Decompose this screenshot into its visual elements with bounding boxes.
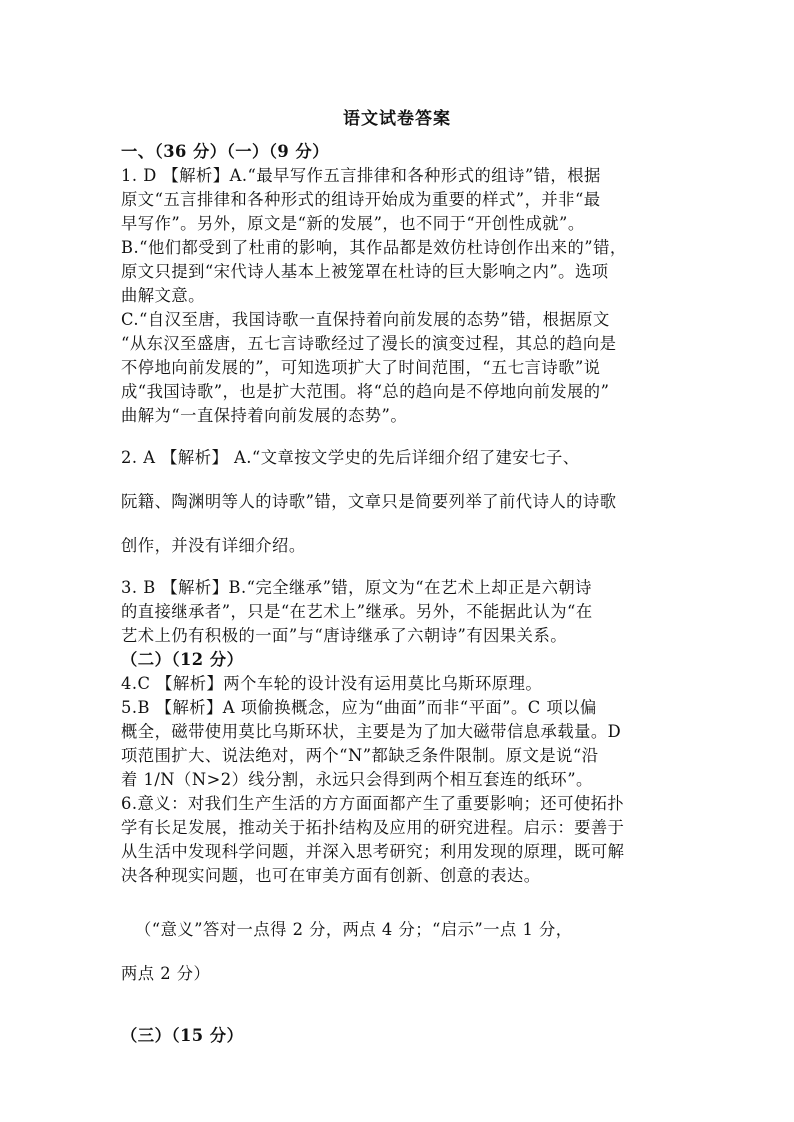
section1-header: 一、（36 分）（一）（9 分）	[121, 142, 329, 161]
page-title: 语文试卷答案	[343, 109, 451, 129]
q1-line: 原文只提到“宋代诗人基本上被笼罩在杜诗的巨大影响之内”。选项	[121, 262, 609, 281]
q3-line: 艺术上仍有积极的一面”与“唐诗继承了六朝诗”有因果关系。	[121, 626, 568, 645]
answer-q1	[121, 164, 676, 428]
q1-line: 成“我国诗歌”，也是扩大范围。将“总的趋向是不停地向前发展的”	[121, 382, 610, 401]
q3-line: 3. B 【解析】B.“完全继承”错，原文为“在艺术上却正是六朝诗	[121, 578, 592, 597]
q1-line: 曲解为“一直保持着向前发展的态势”。	[121, 406, 408, 425]
q6-line: 从生活中发现科学问题，并深入思考研究；利用发现的原理，既可解	[121, 842, 625, 861]
answer-q3	[121, 576, 676, 648]
answer-q2	[121, 436, 676, 568]
q1-line: 曲解文意。	[121, 286, 205, 305]
answer-q4: 4.C 【解析】两个车轮的设计没有运用莫比乌斯环原理。	[121, 674, 543, 693]
answer-content	[121, 140, 676, 1048]
section3-header: （三）（15 分）	[121, 1026, 244, 1045]
q2-line: 创作，并没有详细介绍。	[121, 536, 306, 555]
q6-line: 6.意义：对我们生产生活的方方面面都产生了重要影响；还可使拓扑	[121, 794, 625, 813]
section2-header: （二）（12 分）	[121, 650, 244, 669]
q1-line: 早写作”。另外，原文是“新的发展”，也不同于“开创性成就”。	[121, 214, 585, 233]
q5-line: 概全，磁带使用莫比乌斯环状，主要是为了加大磁带信息承载量。D	[121, 722, 622, 741]
q5-line: 着 1/N（N>2）线分割，永远只会得到两个相互套连的纸环”。	[121, 770, 593, 789]
q1-line: B.“他们都受到了杜甫的影响，其作品都是效仿杜诗创作出来的”错，	[121, 238, 627, 257]
q2-line: 阮籍、陶渊明等人的诗歌”错，文章只是简要列举了前代诗人的诗歌	[121, 492, 617, 511]
q1-line: C.“自汉至唐，我国诗歌一直保持着向前发展的态势”错，根据原文	[121, 310, 610, 329]
q5-line: 5.B 【解析】A 项偷换概念，应为“曲面”而非“平面”。C 项以偏	[121, 698, 597, 717]
q6-line: 学有长足发展，推动关于拓扑结构及应用的研究进程。启示：要善于	[121, 818, 625, 837]
scoring-note-line: （“意义”答对一点得 2 分，两点 4 分；“启示”一点 1 分，	[135, 920, 573, 939]
q3-line: 的直接继承者”，只是“在艺术上”继承。另外，不能据此认为“在	[121, 602, 593, 621]
scoring-note-line: 两点 2 分）	[121, 964, 211, 983]
q1-line: 1. D 【解析】A.“最早写作五言排律和各种形式的组诗”错，根据	[121, 166, 601, 185]
answer-q6	[121, 792, 676, 888]
answer-q5	[121, 696, 676, 792]
q1-line: 不停地向前发展的”，可知选项扩大了时间范围，“五七言诗歌”说	[121, 358, 601, 377]
q1-line: 原文“五言排律和各种形式的组诗开始成为重要的样式”，并非“最	[121, 190, 601, 209]
q6-line: 决各种现实问题，也可在审美方面有创新、创意的表达。	[121, 866, 541, 885]
q1-line: “从东汉至盛唐，五七言诗歌经过了漫长的演变过程，其总的趋向是	[121, 334, 617, 353]
q5-line: 项范围扩大、说法绝对，两个“N”都缺乏条件限制。原文是说“沿	[121, 746, 599, 765]
q2-line: 2. A 【解析】 A.“文章按文学史的先后详细介绍了建安七子、	[121, 448, 580, 467]
scoring-note	[121, 908, 676, 996]
